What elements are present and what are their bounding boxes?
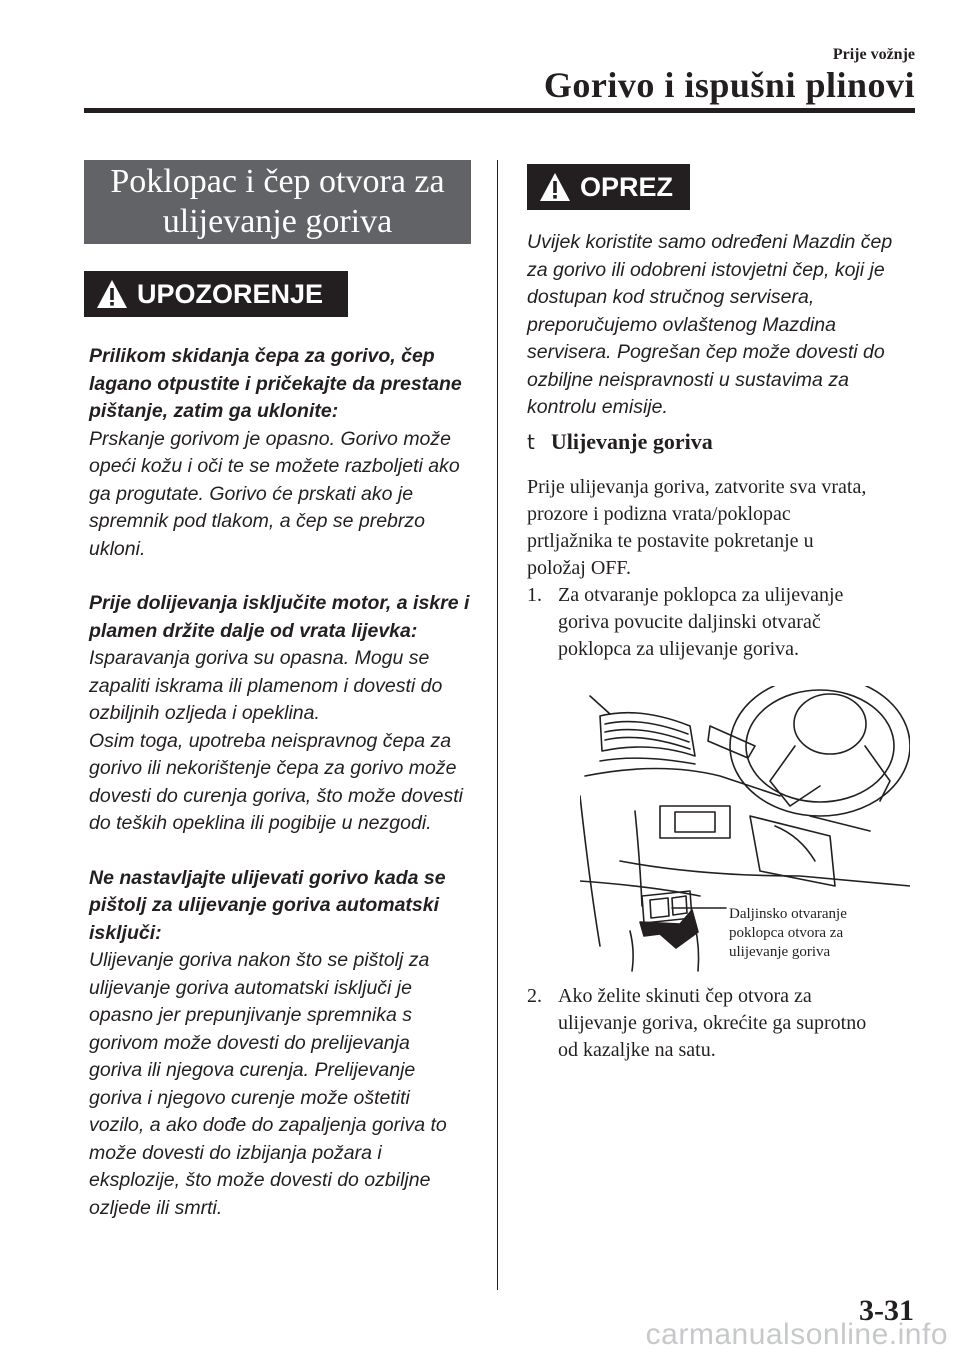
figure-caption-line: Daljinsko otvaranje	[729, 906, 847, 922]
warning-heading-line: pištanje, zatim ga uklonite:	[89, 400, 339, 422]
figure-caption-line: ulijevanje goriva	[729, 944, 831, 960]
warning-block	[89, 865, 474, 1223]
step-line: goriva povucite daljinski otvarač	[558, 611, 821, 633]
warning-text-line: Isparavanja goriva su opasna. Mogu se	[89, 647, 430, 669]
warning-heading-line: plamen držite dalje od vrata lijevka:	[89, 619, 418, 642]
warning-badge	[84, 271, 348, 317]
warning-text-line: ozbiljnih ozljeda i opeklina.	[89, 702, 320, 724]
warning-text-line: vozilo, a ako dođe do zapaljenja goriva to	[89, 1114, 447, 1136]
caution-text	[527, 229, 912, 422]
warning-triangle-icon	[95, 278, 129, 310]
warning-text-line: opeći kožu i oči te se možete razboljeti ako	[89, 455, 460, 477]
warning-badge-label: UPOZORENJE	[137, 278, 324, 309]
caution-badge-label: OPREZ	[580, 171, 674, 202]
caution-text-line: dostupan kod stručnog servisera,	[527, 286, 815, 308]
warning-triangle-icon	[538, 171, 572, 203]
page-number: 3-31	[859, 1294, 914, 1327]
warning-heading-line: Prije dolijevanja isključite motor, a iskre i	[89, 592, 470, 614]
watermark: carmanualsonline.info	[645, 1318, 948, 1351]
caution-text-line: kontrolu emisije.	[527, 396, 668, 418]
warning-text-line: spremnik pod tlakom, a čep se prebrzo	[89, 510, 425, 532]
warning-block	[89, 343, 474, 563]
caution-text-line: za gorivo ili odobreni istovjetni čep, koji je	[527, 258, 885, 281]
intro-line: prozore i podizna vrata/poklopac	[527, 503, 791, 525]
caution-text-line: Uvijek koristite samo određeni Mazdin čep	[527, 231, 893, 253]
step-line: od kazaljke na satu.	[558, 1039, 716, 1061]
warning-text-line: goriva i njegovo curenje može oštetiti	[89, 1086, 410, 1109]
subsection-heading	[527, 429, 713, 455]
column-divider	[497, 160, 498, 1290]
step-2	[527, 983, 917, 1064]
step-line: Ako želite skinuti čep otvora za	[558, 985, 812, 1007]
section-title	[84, 160, 471, 244]
warning-text-line: može dovesti do izbijanja požara i	[89, 1141, 382, 1164]
warning-heading-line: isključi:	[89, 921, 162, 944]
warning-text-line: ukloni.	[89, 537, 146, 560]
intro-line: Prije ulijevanja goriva, zatvorite sva vrata,	[527, 476, 867, 498]
caution-text-line: preporučujemo ovlaštenog Mazdina	[527, 313, 836, 336]
step-number: 2.	[527, 985, 542, 1007]
refuel-instructions	[527, 474, 917, 663]
warning-heading-line: lagano otpustite i pričekajte da prestane	[89, 372, 462, 395]
header-divider	[84, 108, 915, 113]
warning-text-line: zapaliti iskrama ili plamenom i dovesti do	[89, 674, 443, 697]
warning-heading-line: Ne nastavljajte ulijevati gorivo kada se	[89, 866, 446, 889]
intro-line: položaj OFF.	[527, 557, 631, 579]
warning-text	[89, 343, 474, 1249]
warning-block	[89, 590, 474, 838]
warning-text-line: Ulijevanje goriva nakon što se pištolj za	[89, 949, 430, 971]
warning-heading-line: pištolj za ulijevanje goriva automatski	[89, 894, 440, 916]
caution-text-line: ozbiljne neispravnosti u sustavima za	[527, 368, 849, 391]
warning-heading-line: Prilikom skidanja čepa za gorivo, čep	[89, 345, 435, 367]
warning-text-line: goriva ili njegova curenja. Prelijevanje	[89, 1059, 416, 1081]
warning-text-line: gorivo ili nekorištenje čepa za gorivo može	[89, 757, 457, 779]
subsection-bullet: t	[527, 430, 535, 454]
section-title-line: Poklopac i čep otvora za	[110, 163, 445, 200]
step-line: Za otvaranje poklopca za ulijevanje	[558, 584, 844, 606]
step-number: 1.	[527, 584, 542, 606]
warning-text-line: Osim toga, upotreba neispravnog čepa za	[89, 729, 452, 752]
caution-text-line: servisera. Pogrešan čep može dovesti do	[527, 341, 885, 363]
step-1	[527, 582, 917, 663]
figure-caption-line: poklopca otvora za	[729, 925, 844, 941]
warning-text-line: dovesti do curenja goriva, što može dovesti	[89, 784, 463, 807]
warning-text-line: Prskanje gorivom je opasno. Gorivo može	[89, 427, 451, 450]
step-line: poklopca za ulijevanje goriva.	[558, 638, 800, 660]
section-title-line: ulijevanje goriva	[162, 203, 393, 240]
figure-caption	[729, 905, 847, 962]
warning-text-line: opasno jer prepunjivanje spremnika s	[89, 1004, 413, 1026]
caution-badge	[527, 164, 690, 210]
warning-text-line: ozljede ili smrti.	[89, 1196, 223, 1219]
page-title: Gorivo i ispušni plinovi	[543, 65, 915, 105]
chapter-label: Prije vožnje	[832, 46, 915, 63]
warning-text-line: gorivom može dovesti do prelijevanja	[89, 1031, 410, 1054]
warning-text-line: do teških opeklina ili pogibije u nezgodi.	[89, 812, 432, 834]
intro-line: prtljažnika te postavite pokretanje u	[527, 530, 814, 552]
warning-text-line: eksplozije, što može dovesti do ozbiljne	[89, 1169, 431, 1191]
step-line: ulijevanje goriva, okrećite ga suprotno	[558, 1012, 867, 1034]
warning-text-line: ulijevanje goriva automatski isključi je	[89, 976, 412, 999]
subsection-heading-text: Ulijevanje goriva	[550, 429, 713, 454]
warning-text-line: ga progutate. Gorivo će prskati ako je	[89, 482, 414, 505]
